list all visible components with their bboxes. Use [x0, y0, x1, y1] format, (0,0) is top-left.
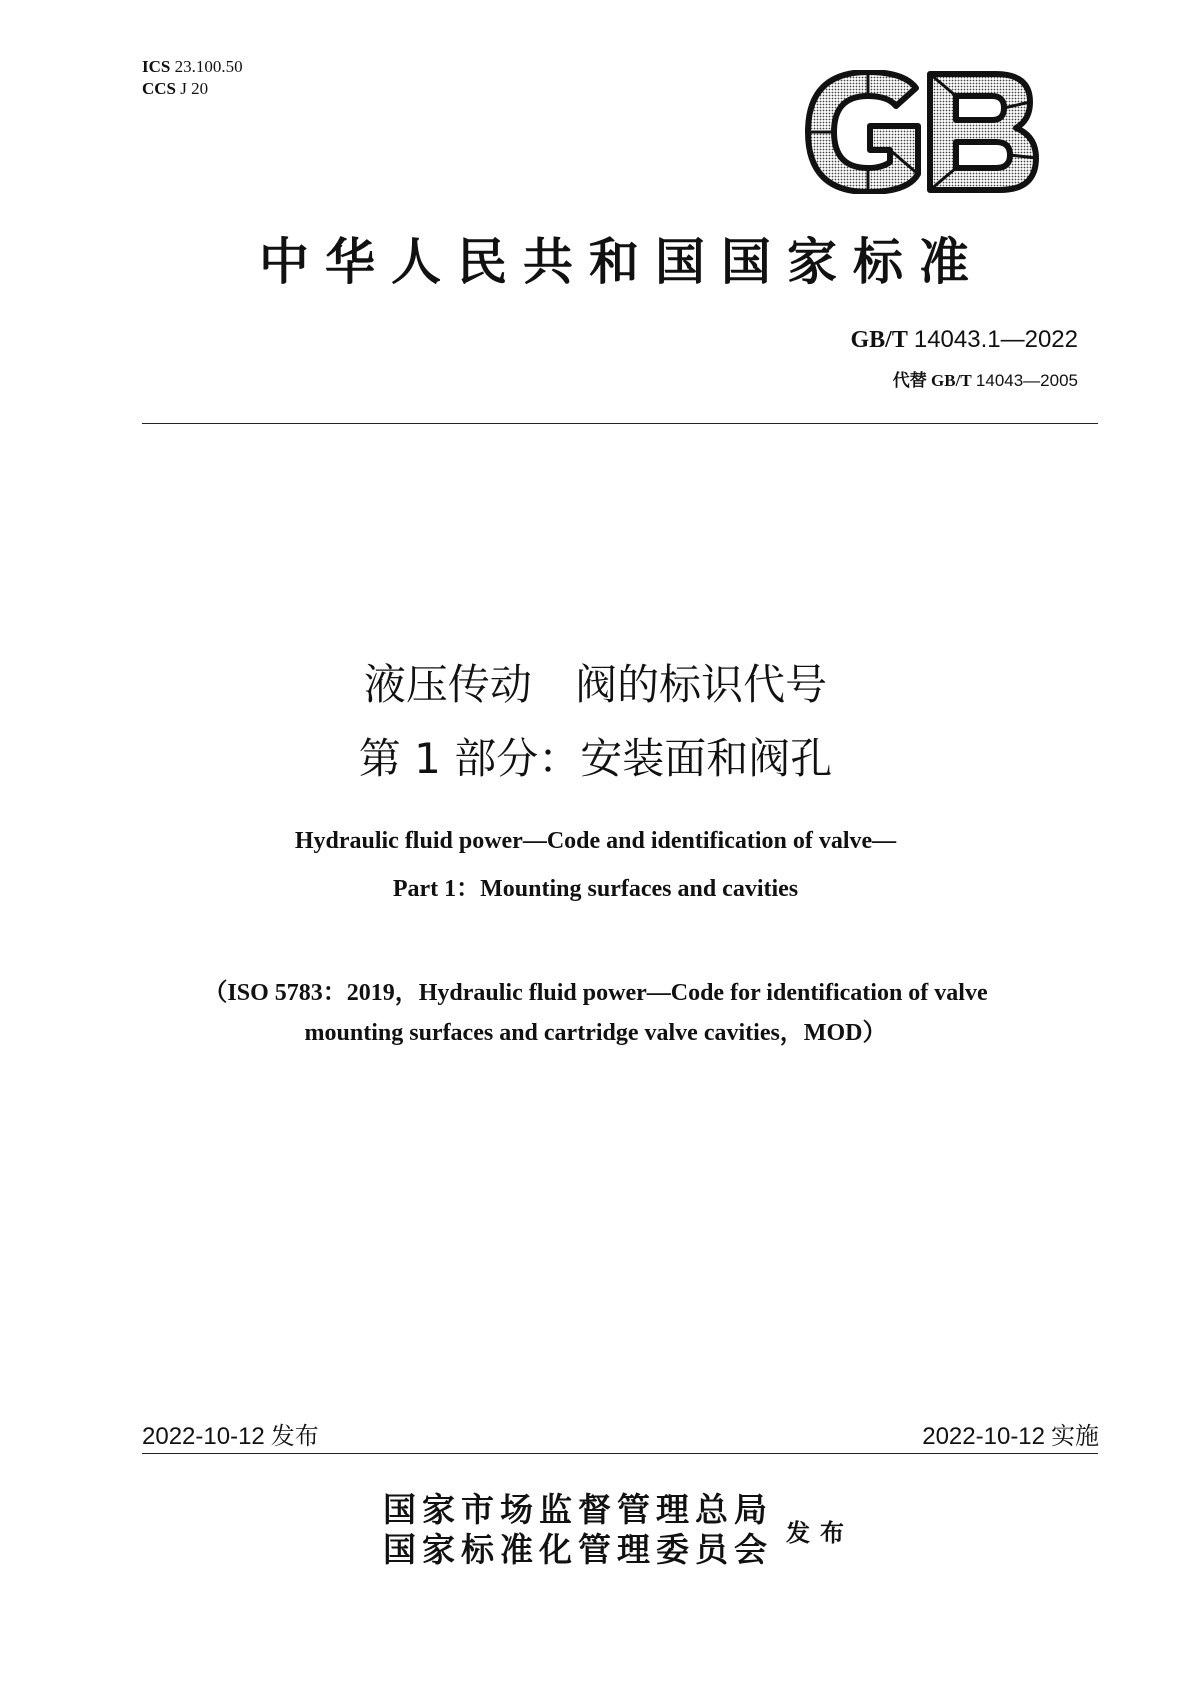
classification-codes: [142, 56, 243, 100]
title-cn-line2: 第 1 部分：安装面和阀孔: [358, 734, 833, 783]
title-cn-line1: 液压传动 阀的标识代号: [363, 660, 828, 709]
issue-word: 发布: [786, 1518, 854, 1547]
title-en-line2: Part 1：Mounting surfaces and cavities: [392, 876, 799, 902]
publication-date-value: 2022-10-12: [142, 1423, 265, 1450]
top-divider: [142, 423, 1098, 424]
replaces-code-prefix: GB/T: [931, 371, 972, 390]
ics-label: ICS: [142, 57, 171, 76]
standard-number: [850, 326, 1078, 354]
bottom-divider: [142, 1453, 1098, 1454]
standard-number-value: 14043.1—2022: [913, 326, 1078, 353]
issuer-sac: 国家标准化管理委员会: [383, 1530, 773, 1569]
iso-reference-line1: （ISO 5783：2019，Hydraulic fluid power—Code for identification of valve: [203, 980, 988, 1006]
ccs-label: CCS: [142, 79, 177, 98]
implementation-date-value: 2022-10-12: [922, 1423, 1045, 1450]
gb-logo-icon: [804, 70, 1040, 194]
implementation-date-label: 实施: [1051, 1422, 1099, 1450]
implementation-date: [922, 1416, 1099, 1451]
issuing-authorities: [383, 1490, 773, 1570]
publication-date-label: 发布: [270, 1422, 319, 1450]
replaces-line: [893, 366, 1078, 391]
ccs-code: J 20: [180, 79, 209, 98]
iso-reference-line2: mounting surfaces and cartridge valve cavities，MOD）: [304, 1020, 887, 1046]
issuer-samr: 国家市场监督管理总局: [383, 1490, 773, 1529]
publication-date: [142, 1416, 319, 1451]
standard-number-prefix: GB/T: [850, 327, 908, 353]
replaces-prefix: 代替: [892, 371, 927, 391]
replaces-code: 14043—2005: [975, 371, 1078, 390]
title-en-line1: Hydraulic fluid power—Code and identification of valve—: [294, 828, 897, 854]
ccs-line: [142, 78, 243, 100]
standard-name: 中华人民共和国国家标准: [259, 233, 985, 291]
ics-code: 23.100.50: [174, 57, 243, 76]
ics-line: [142, 56, 243, 78]
